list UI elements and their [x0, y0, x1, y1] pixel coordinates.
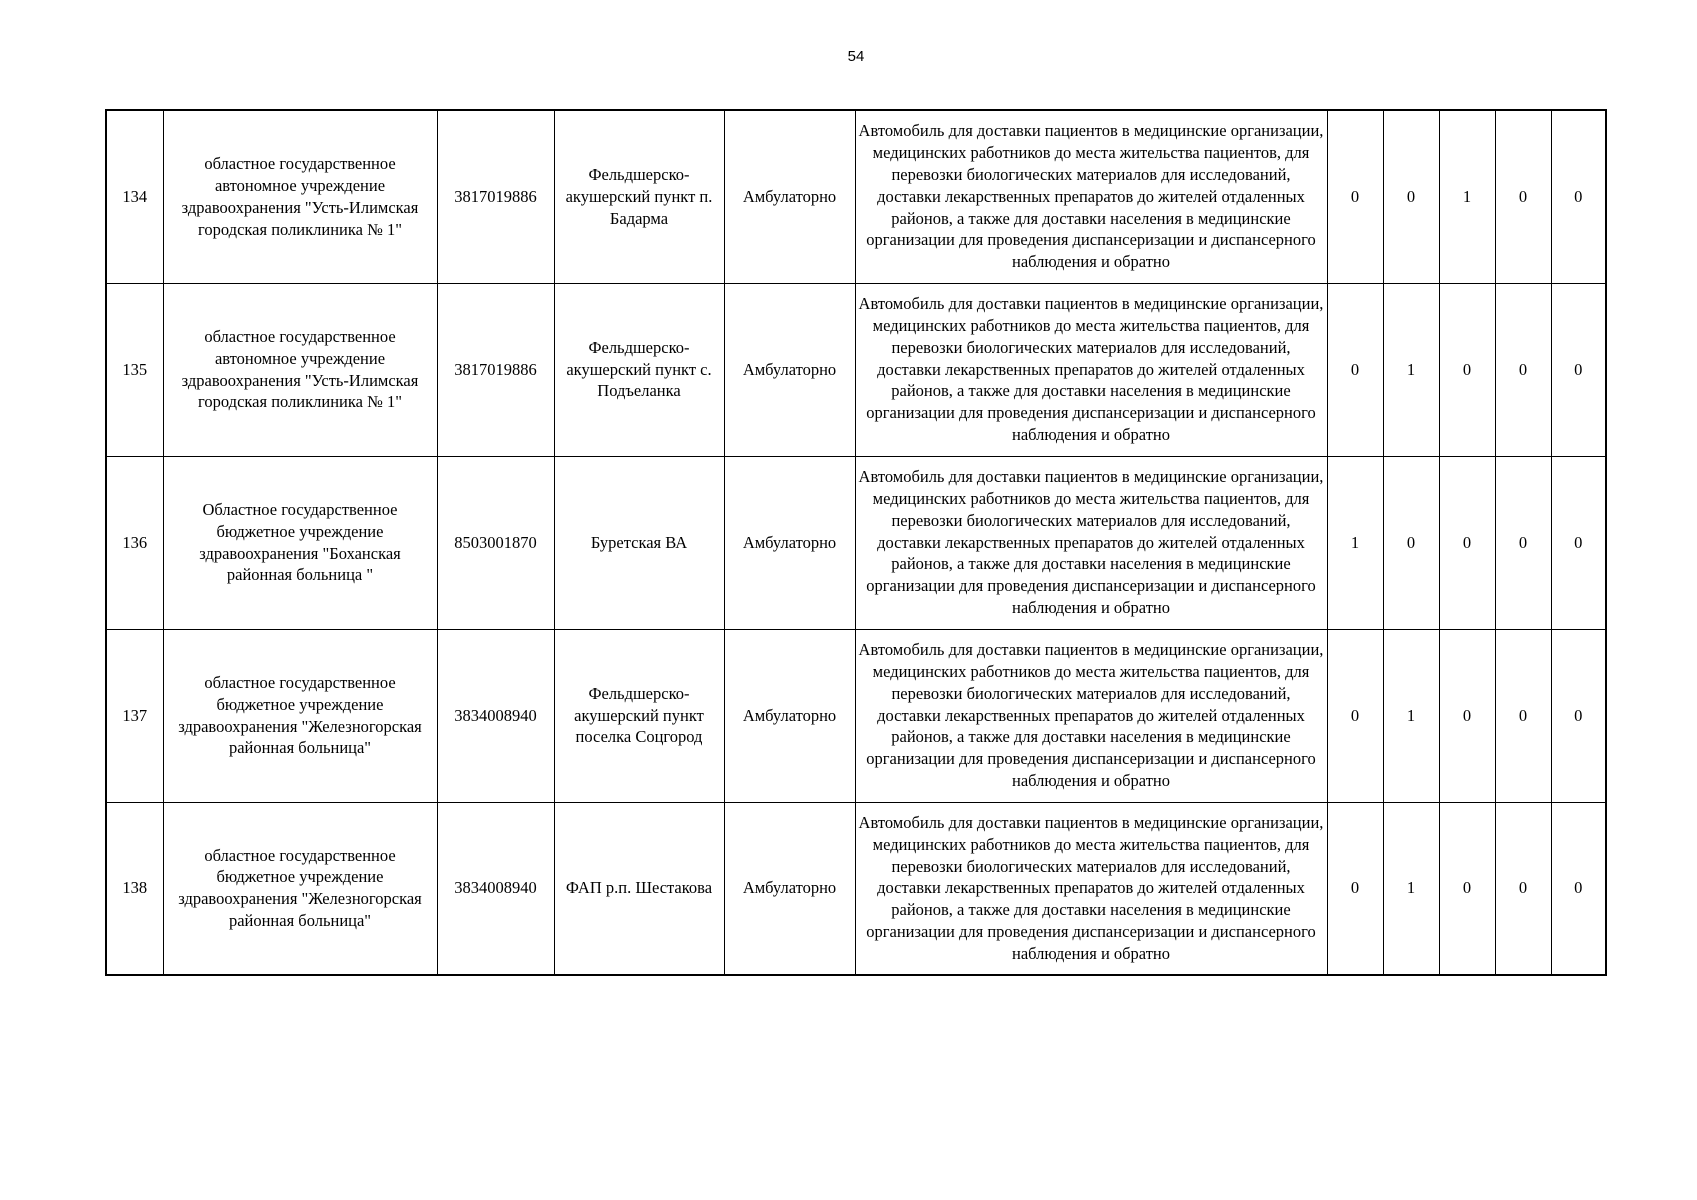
- unit-cell: Фельдшерско-акушерский пункт с. Подъеланка: [554, 283, 724, 456]
- count-cell-3: 0: [1439, 802, 1495, 975]
- count-cell-3: 0: [1439, 283, 1495, 456]
- unit-cell: Буретская ВА: [554, 456, 724, 629]
- count-cell-5: 0: [1551, 283, 1606, 456]
- count-cell-5: 0: [1551, 110, 1606, 283]
- care-type-cell: Амбулаторно: [724, 110, 855, 283]
- vehicle-purpose-cell: Автомобиль для доставки пациентов в медицинские организации, медицинских работников до места жительства пациентов, для перевозки биологических материалов для исследований, доставки лекарственных препаратов до жителей отдаленных районов, а также для доставки населения в медицинские организации для проведения диспансеризации и диспансерного наблюдения и обратно: [855, 283, 1327, 456]
- inn-cell: 3817019886: [437, 283, 554, 456]
- inn-cell: 8503001870: [437, 456, 554, 629]
- inn-cell: 3834008940: [437, 629, 554, 802]
- count-cell-2: 0: [1383, 456, 1439, 629]
- row-number-cell: 137: [106, 629, 163, 802]
- count-cell-1: 0: [1327, 283, 1383, 456]
- vehicle-purpose-cell: Автомобиль для доставки пациентов в медицинские организации, медицинских работников до места жительства пациентов, для перевозки биологических материалов для исследований, доставки лекарственных препаратов до жителей отдаленных районов, а также для доставки населения в медицинские организации для проведения диспансеризации и диспансерного наблюдения и обратно: [855, 802, 1327, 975]
- vehicle-purpose-cell: Автомобиль для доставки пациентов в медицинские организации, медицинских работников до места жительства пациентов, для перевозки биологических материалов для исследований, доставки лекарственных препаратов до жителей отдаленных районов, а также для доставки населения в медицинские организации для проведения диспансеризации и диспансерного наблюдения и обратно: [855, 629, 1327, 802]
- care-type-cell: Амбулаторно: [724, 802, 855, 975]
- count-cell-5: 0: [1551, 629, 1606, 802]
- table-row: [106, 629, 1606, 802]
- unit-cell: Фельдшерско-акушерский пункт поселка Соцгород: [554, 629, 724, 802]
- count-cell-2: 1: [1383, 802, 1439, 975]
- count-cell-4: 0: [1495, 802, 1551, 975]
- count-cell-1: 1: [1327, 456, 1383, 629]
- vehicle-purpose-cell: Автомобиль для доставки пациентов в медицинские организации, медицинских работников до места жительства пациентов, для перевозки биологических материалов для исследований, доставки лекарственных препаратов до жителей отдаленных районов, а также для доставки населения в медицинские организации для проведения диспансеризации и диспансерного наблюдения и обратно: [855, 456, 1327, 629]
- count-cell-4: 0: [1495, 629, 1551, 802]
- inn-cell: 3834008940: [437, 802, 554, 975]
- row-number-cell: 136: [106, 456, 163, 629]
- count-cell-4: 0: [1495, 456, 1551, 629]
- vehicle-registry-table: [105, 109, 1607, 976]
- count-cell-4: 0: [1495, 110, 1551, 283]
- count-cell-3: 1: [1439, 110, 1495, 283]
- count-cell-1: 0: [1327, 110, 1383, 283]
- care-type-cell: Амбулаторно: [724, 629, 855, 802]
- table-row: [106, 110, 1606, 283]
- count-cell-2: 0: [1383, 110, 1439, 283]
- organization-cell: областное государственное автономное учреждение здравоохранения "Усть-Илимская городская поликлиника № 1": [163, 283, 437, 456]
- count-cell-3: 0: [1439, 629, 1495, 802]
- count-cell-1: 0: [1327, 802, 1383, 975]
- count-cell-5: 0: [1551, 802, 1606, 975]
- row-number-cell: 134: [106, 110, 163, 283]
- count-cell-1: 0: [1327, 629, 1383, 802]
- page-number: 54: [847, 48, 865, 65]
- count-cell-4: 0: [1495, 283, 1551, 456]
- inn-cell: 3817019886: [437, 110, 554, 283]
- unit-cell: ФАП р.п. Шестакова: [554, 802, 724, 975]
- care-type-cell: Амбулаторно: [724, 456, 855, 629]
- unit-cell: Фельдшерско-акушерский пункт п. Бадарма: [554, 110, 724, 283]
- care-type-cell: Амбулаторно: [724, 283, 855, 456]
- count-cell-5: 0: [1551, 456, 1606, 629]
- count-cell-3: 0: [1439, 456, 1495, 629]
- vehicle-purpose-cell: Автомобиль для доставки пациентов в медицинские организации, медицинских работников до места жительства пациентов, для перевозки биологических материалов для исследований, доставки лекарственных препаратов до жителей отдаленных районов, а также для доставки населения в медицинские организации для проведения диспансеризации и диспансерного наблюдения и обратно: [855, 110, 1327, 283]
- organization-cell: областное государственное бюджетное учреждение здравоохранения "Железногорская районная больница": [163, 802, 437, 975]
- row-number-cell: 135: [106, 283, 163, 456]
- table-row: [106, 283, 1606, 456]
- table-row: [106, 802, 1606, 975]
- organization-cell: областное государственное бюджетное учреждение здравоохранения "Железногорская районная больница": [163, 629, 437, 802]
- count-cell-2: 1: [1383, 629, 1439, 802]
- organization-cell: областное государственное автономное учреждение здравоохранения "Усть-Илимская городская поликлиника № 1": [163, 110, 437, 283]
- organization-cell: Областное государственное бюджетное учреждение здравоохранения "Боханская районная больница ": [163, 456, 437, 629]
- count-cell-2: 1: [1383, 283, 1439, 456]
- table-row: [106, 456, 1606, 629]
- row-number-cell: 138: [106, 802, 163, 975]
